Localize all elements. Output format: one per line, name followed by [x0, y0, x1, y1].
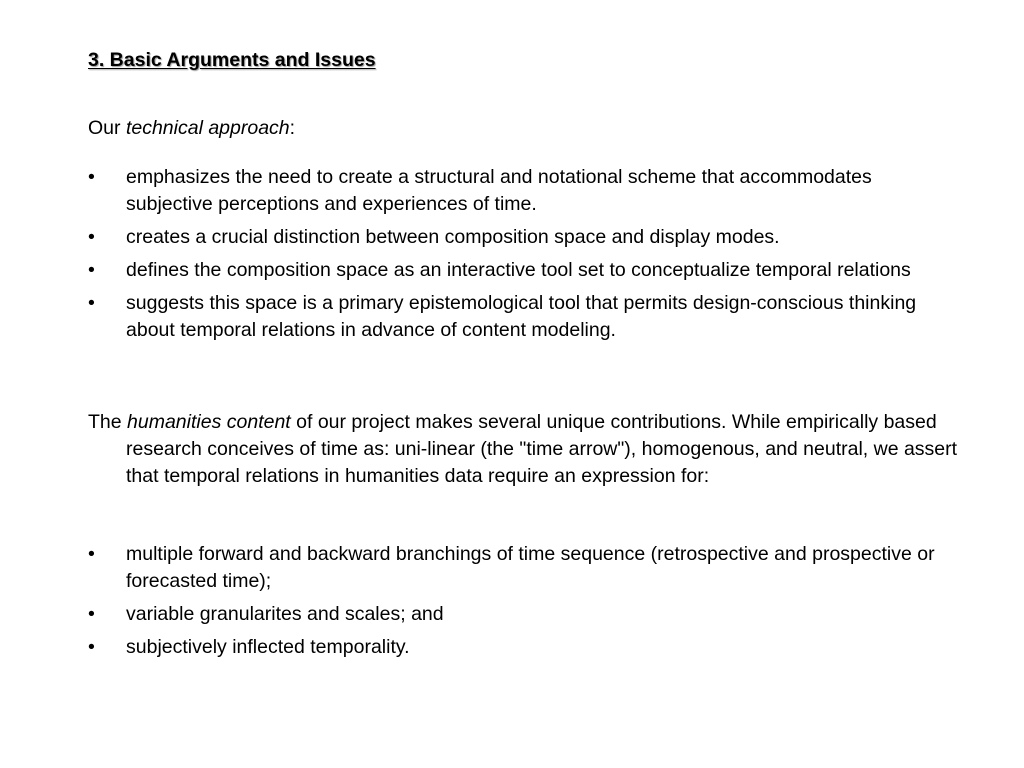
- list-item: [88, 257, 948, 284]
- list-item: [88, 224, 948, 251]
- intro-text-end: :: [289, 117, 296, 139]
- list-item: [88, 541, 948, 595]
- humanities-text: The: [88, 411, 128, 433]
- humanities-paragraph: [88, 409, 986, 490]
- bullet-icon: •: [88, 543, 95, 565]
- bullet-icon: •: [88, 166, 95, 188]
- list-item: [88, 601, 948, 628]
- bullet-icon: •: [88, 259, 95, 281]
- bullet-icon: •: [88, 603, 95, 625]
- bullet-icon: •: [88, 226, 95, 248]
- list-item-text: subjectively inflected temporality.: [126, 636, 410, 658]
- intro-text: Our: [88, 117, 126, 139]
- approach-list: [88, 164, 948, 350]
- page-title: 3. Basic Arguments and Issues: [88, 49, 376, 71]
- list-item-text: multiple forward and backward branchings of time sequence (retrospective and prospective or forecasted time);: [126, 543, 935, 592]
- list-item-text: suggests this space is a primary epistemological tool that permits design-conscious thinking about temporal relations in advance of content modeling.: [126, 292, 917, 341]
- list-item-text: defines the composition space as an interactive tool set to conceptualize temporal relations: [126, 259, 911, 281]
- list-item-text: variable granularites and scales; and: [126, 603, 444, 625]
- list-item: [88, 164, 948, 218]
- list-item-text: emphasizes the need to create a structural and notational scheme that accommodates subjective perceptions and experiences of time.: [126, 166, 872, 215]
- intro-paragraph: [88, 115, 295, 142]
- bullet-icon: •: [88, 636, 95, 658]
- humanities-emphasis: humanities content: [127, 411, 291, 433]
- list-item: [88, 634, 948, 661]
- bullet-icon: •: [88, 292, 95, 314]
- humanities-text-rest: of our project makes several unique contributions. While empirically based research conceives of time as: uni-linear (the "time arrow"), homogenous, and neutral, we assert that temporal relations in humanities data require an expression for:: [126, 411, 958, 487]
- list-item: [88, 290, 948, 344]
- intro-emphasis: technical approach: [125, 117, 290, 139]
- list-item-text: creates a crucial distinction between composition space and display modes.: [126, 226, 780, 248]
- expression-list: [88, 541, 948, 667]
